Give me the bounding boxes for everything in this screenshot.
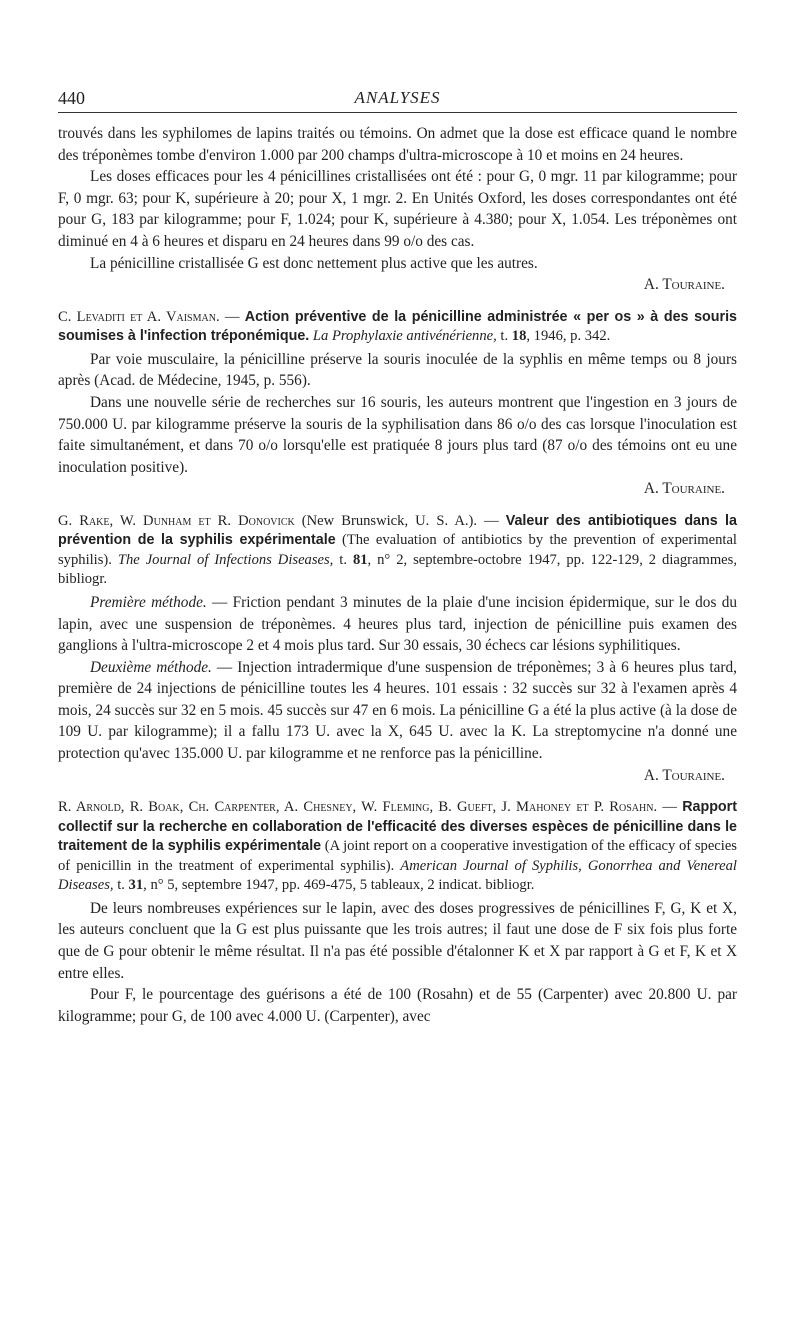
reference-volume-prefix: t. xyxy=(113,877,129,894)
reference-english-title: (The evaluation of antibiotics by the prevention of experimental syphilis). xyxy=(58,532,737,568)
bibliographic-reference xyxy=(58,798,737,896)
reference-volume: 31 xyxy=(128,877,144,894)
method-label: Deuxième méthode. xyxy=(90,658,212,676)
signature: A. Touraine. xyxy=(643,276,725,294)
reference-authors: R. Arnold, R. Boak, Ch. Carpenter, A. Chesney, W. Fleming, B. Gueft, J. Mahoney et P. Rosahn. xyxy=(58,799,658,816)
reference-journal: La Prophylaxie antivénérienne, xyxy=(309,328,497,345)
reference-dash: — xyxy=(477,512,506,529)
running-title: ANALYSES xyxy=(354,88,441,107)
abstract-paragraph xyxy=(58,592,737,657)
reference-volume: 81 xyxy=(352,551,368,568)
reference-journal: The Journal of Infections Diseases, xyxy=(117,551,334,568)
reference-details: , 1946, p. 342. xyxy=(526,328,611,345)
signature: A. Touraine. xyxy=(643,766,725,784)
page-number: 440 xyxy=(58,88,85,108)
reference-dash: — xyxy=(219,308,245,325)
reference-volume: 18 xyxy=(511,328,527,345)
abstract-paragraph: De leurs nombreuses expériences sur le lapin, avec des doses progressives de pénicillines F, G, K et X, les auteurs concluent que la G est plus puissante que les trois autres; il faut une dose de F six fois plus forte que de G pour obtenir le même résultat. Il n'a pas été possible d'étalonner K et X par rapport à G et F, K et X entre elles. xyxy=(58,899,737,982)
article-body xyxy=(58,123,737,1027)
reference-english-title: (A joint report on a cooperative investigation of the efficacy of species of penicillin in the treatment of experimental syphilis). xyxy=(58,838,737,874)
reference-affiliation: (New Brunswick, U. S. A.). xyxy=(294,512,478,529)
abstract-paragraph: Dans une nouvelle série de recherches sur 16 souris, les auteurs montrent que l'ingestion en 3 jours de 750.000 U. par kilogramme préserve la souris de la syphilisation dans 86 o/o des cas lorsque l'inoculation est faite simultanément, et dans 70 o/o lorsqu'elle est pratiquée 8 jours plus tard (87 o/o des témoins ont eu une inoculation positive). xyxy=(58,393,737,476)
bibliographic-reference xyxy=(58,512,737,590)
method-text: — Friction pendant 3 minutes de la plaie d'une incision épidermique, sur le dos du lapin, avec une suspension de tréponèmes. 4 heures plus tard, injection de pénicilline puis examen des ganglions à l'ultra-microscope 2 et 4 mois plus tard. Sur 30 essais, 30 échecs car lésions syphilitiques. xyxy=(58,593,737,655)
abstract-paragraph: Par voie musculaire, la pénicilline préserve la souris inoculée de la syphlis en même temps ou 8 jours après (Acad. de Médecine, 1945, p. 556). xyxy=(58,350,737,390)
intro-paragraph-3: La pénicilline cristallisée G est donc nettement plus active que les autres. xyxy=(90,254,538,272)
reference-title: Rapport collectif sur la recherche en collaboration de l'efficacité des diverses espèces de pénicilline dans le traitement de la syphilis expérimentale xyxy=(58,799,737,855)
intro-paragraph-2: Les doses efficaces pour les 4 pénicillines cristallisées ont été : pour G, 0 mgr. 11 par kilogramme; pour F, 0 mgr. 63; pour K, supérieure à 20; pour X, 1 mgr. 2. En Unités Oxford, les doses correspondantes ont été pour G, 183 par kilogramme; pour F, 1.024; pour K, supérieure à 4.380; pour X, 1.054. Les tréponèmes ont diminué en 4 à 6 heures et disparu en 24 heures dans 99 o/o des cas. xyxy=(58,168,737,250)
method-label: Première méthode. xyxy=(90,593,207,611)
reference-journal: American Journal of Syphilis, Gonorrhea and Venereal Diseases, xyxy=(58,857,737,894)
reference-details: , n° 5, septembre 1947, pp. 469-475, 5 tableaux, 2 indicat. bibliogr. xyxy=(143,877,535,894)
abstract-paragraph xyxy=(58,657,737,765)
running-header xyxy=(58,88,737,113)
reference-dash: — xyxy=(657,799,683,816)
bibliographic-reference xyxy=(58,308,737,347)
signature: A. Touraine. xyxy=(643,480,725,498)
reference-volume-prefix: t. xyxy=(496,328,512,345)
reference-authors: G. Rake, W. Dunham et R. Donovick xyxy=(58,512,295,529)
intro-paragraph-1: trouvés dans les syphilomes de lapins traités ou témoins. On admet que la dose est efficace quand le nombre des tréponèmes tombe d'environ 1.000 par 200 champs d'ultra-microscope à 10 et moins en 24 heures. xyxy=(58,125,737,164)
reference-volume-prefix: t. xyxy=(333,551,353,568)
method-text: — Injection intradermique d'une suspension de tréponèmes; 3 à 6 heures plus tard, première de 24 injections de pénicilline toutes les 4 heures. 101 essais : 32 succès sur 32 à l'examen après 4 mois, 24 succès sur 32 en 5 mois. 45 succès sur 47 en 6 mois. La pénicilline G a été la plus active (à la dose de 109 U. par kilogramme); il a fallu 173 U. avec la X, 645 U. avec la K. La streptomycine n'a donné une protection qu'avec 135.000 U. par kilogramme et ne renforce pas la pénicilline. xyxy=(58,658,737,763)
reference-authors: C. Levaditi et A. Vaisman. xyxy=(58,308,220,325)
reference-title: Action préventive de la pénicilline administrée « per os » à des souris soumises à l'infection tréponémique. xyxy=(58,308,737,345)
reference-details: , n° 2, septembre-octobre 1947, pp. 122-129, 2 diagrammes, bibliogr. xyxy=(58,551,737,588)
abstract-paragraph: Pour F, le pourcentage des guérisons a été de 100 (Rosahn) et de 55 (Carpenter) avec 20.800 U. par kilogramme; pour G, de 100 avec 4.000 U. (Carpenter), avec xyxy=(58,986,737,1025)
reference-title: Valeur des antibiotiques dans la prévention de la syphilis expérimentale xyxy=(58,512,737,549)
